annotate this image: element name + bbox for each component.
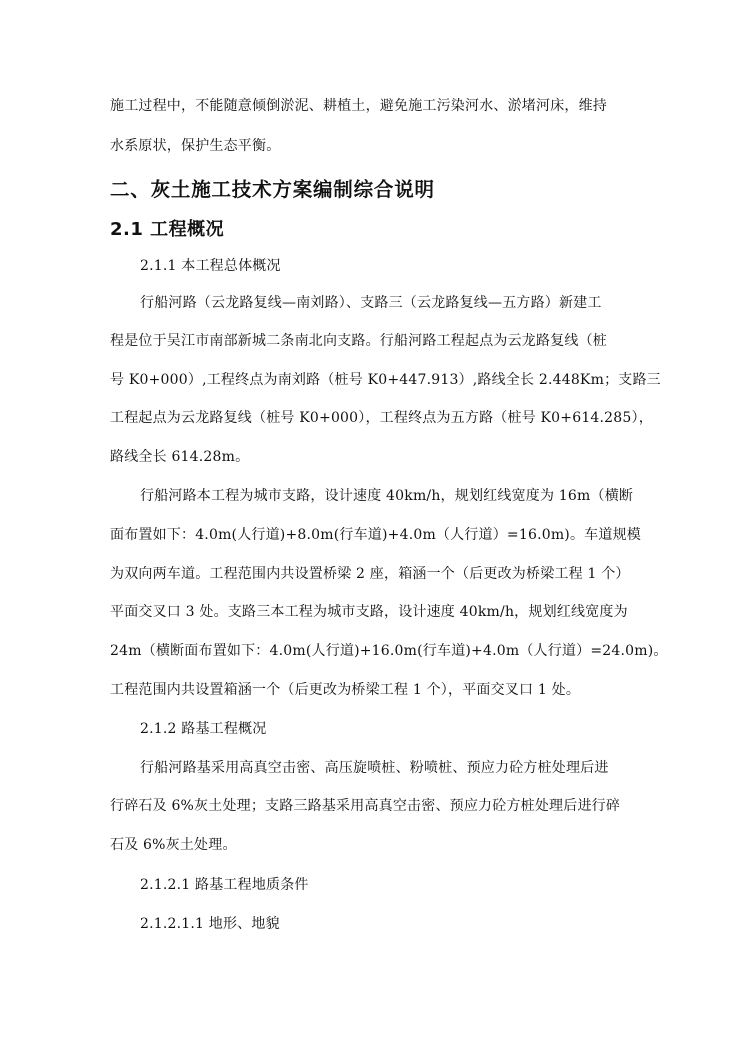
subsection-heading: 2.1 工程概况 (110, 219, 225, 240)
section-heading: 二、灰土施工技术方案编制综合说明 (110, 178, 435, 201)
subsubsection-heading: 2.1.2.1.1 地形、地貌 (140, 916, 280, 932)
subsubsection-heading: 2.1.2.1 路基工程地质条件 (140, 877, 309, 893)
paragraph-line: 平面交叉口 3 处。支路三本工程为城市支路，设计速度 40km/h，规划红线宽度为 (110, 604, 628, 620)
paragraph-line: 石及 6%灰土处理。 (110, 837, 237, 853)
paragraph-line: 行船河路本工程为城市支路，设计速度 40km/h，规划红线宽度为 16m（横断 (140, 488, 634, 504)
intro-line-2: 水系原状，保护生态平衡。 (110, 138, 281, 154)
paragraph-line: 号 K0+000）,工程终点为南刘路（桩号 K0+447.913）,路线全长 2.448Km；支路三 (110, 372, 661, 388)
paragraph-line: 路线全长 614.28m。 (110, 449, 250, 465)
subsubsection-heading: 2.1.2 路基工程概况 (140, 721, 267, 737)
paragraph-line: 程是位于吴江市南部新城二条南北向支路。行船河路工程起点为云龙路复线（桩 (110, 333, 607, 349)
paragraph-line: 24m（横断面布置如下：4.0m(人行道)+16.0m(行车道)+4.0m（人行道）=24.0m)。 (110, 643, 668, 659)
paragraph-line: 工程起点为云龙路复线（桩号 K0+000），工程终点为五方路（桩号 K0+614.285）， (110, 410, 653, 426)
paragraph-line: 为双向两车道。工程范围内共设置桥梁 2 座，箱涵一个（后更改为桥梁工程 1 个） (110, 566, 630, 582)
subsubsection-heading: 2.1.1 本工程总体概况 (140, 258, 281, 274)
intro-line-1: 施工过程中，不能随意倾倒淤泥、耕植土，避免施工污染河水、淤堵河床，维持 (110, 98, 607, 114)
paragraph-line: 行碎石及 6%灰土处理；支路三路基采用高真空击密、预应力砼方桩处理后进行碎 (110, 798, 621, 814)
paragraph-line: 工程范围内共设置箱涵一个（后更改为桥梁工程 1 个），平面交叉口 1 处。 (110, 682, 581, 698)
paragraph-line: 行船河路（云龙路复线—南刘路）、支路三（云龙路复线—五方路）新建工 (140, 295, 602, 311)
paragraph-line: 行船河路基采用高真空击密、高压旋喷桩、粉喷桩、预应力砼方桩处理后进 (140, 760, 609, 776)
paragraph-line: 面布置如下：4.0m(人行道)+8.0m(行车道)+4.0m（人行道）=16.0m)。车道规模 (110, 527, 641, 543)
